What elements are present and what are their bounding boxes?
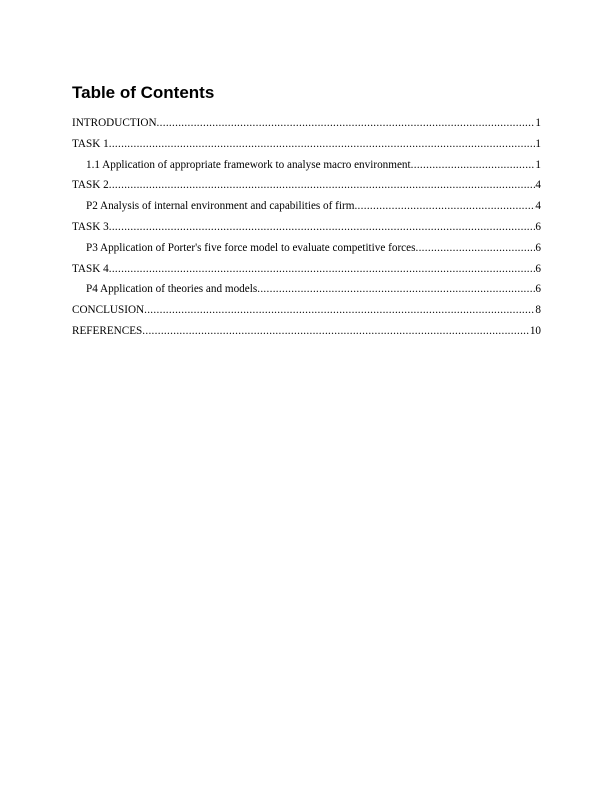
toc-entry-page: 1: [535, 117, 541, 129]
toc-entry-label: TASK 1: [72, 137, 109, 150]
toc-dot-leader: [257, 283, 535, 295]
toc-dot-leader: [109, 221, 536, 233]
toc-entry-label: CONCLUSION: [72, 304, 145, 317]
toc-entry-page: 6: [535, 283, 541, 296]
toc-entry-label: TASK 2: [72, 179, 109, 192]
toc-list: [72, 117, 541, 346]
toc-entry-label: P2 Analysis of internal environment and capabilities of firm: [86, 200, 355, 213]
toc-title: Table of Contents: [72, 83, 215, 102]
toc-entry-label: P4 Application of theories and models: [86, 283, 258, 296]
toc-entry-theories-and-models[interactable]: [72, 283, 541, 304]
toc-dot-leader: [109, 179, 536, 191]
toc-entry-porters-five-forces[interactable]: [72, 242, 541, 263]
toc-entry-task-4[interactable]: [72, 263, 541, 284]
toc-entry-references[interactable]: [72, 325, 541, 346]
toc-entry-conclusion[interactable]: [72, 304, 541, 325]
toc-entry-label: INTRODUCTION: [72, 117, 157, 129]
toc-dot-leader: [109, 138, 536, 150]
toc-entry-page: 1: [535, 137, 541, 150]
toc-entry-label: TASK 3: [72, 220, 109, 233]
toc-entry-internal-environment[interactable]: [72, 200, 541, 221]
toc-dot-leader: [144, 304, 535, 316]
toc-entry-page: 10: [529, 324, 541, 337]
toc-dot-leader: [415, 242, 535, 254]
toc-entry-page: 6: [535, 220, 541, 233]
toc-dot-leader: [109, 263, 536, 275]
toc-entry-page: 6: [535, 262, 541, 275]
toc-entry-introduction[interactable]: [72, 117, 541, 138]
toc-entry-page: 6: [535, 241, 541, 254]
toc-entry-task-2[interactable]: [72, 179, 541, 200]
toc-entry-page: 4: [535, 179, 541, 192]
toc-entry-label: 1.1 Application of appropriate framework to analyse macro environment: [86, 158, 411, 171]
toc-entry-label: REFERENCES: [72, 324, 143, 337]
toc-entry-label: TASK 4: [72, 262, 109, 275]
toc-dot-leader: [142, 325, 530, 337]
toc-entry-page: 8: [535, 304, 541, 317]
toc-dot-leader: [411, 159, 536, 171]
toc-entry-macro-environment[interactable]: [72, 159, 541, 180]
toc-entry-page: 1: [535, 158, 541, 171]
toc-dot-leader: [354, 200, 535, 212]
toc-entry-label: P3 Application of Porter's five force model to evaluate competitive forces: [86, 241, 416, 254]
toc-dot-leader: [157, 117, 536, 129]
toc-entry-page: 4: [535, 200, 541, 213]
toc-entry-task-3[interactable]: [72, 221, 541, 242]
toc-entry-task-1[interactable]: [72, 138, 541, 159]
